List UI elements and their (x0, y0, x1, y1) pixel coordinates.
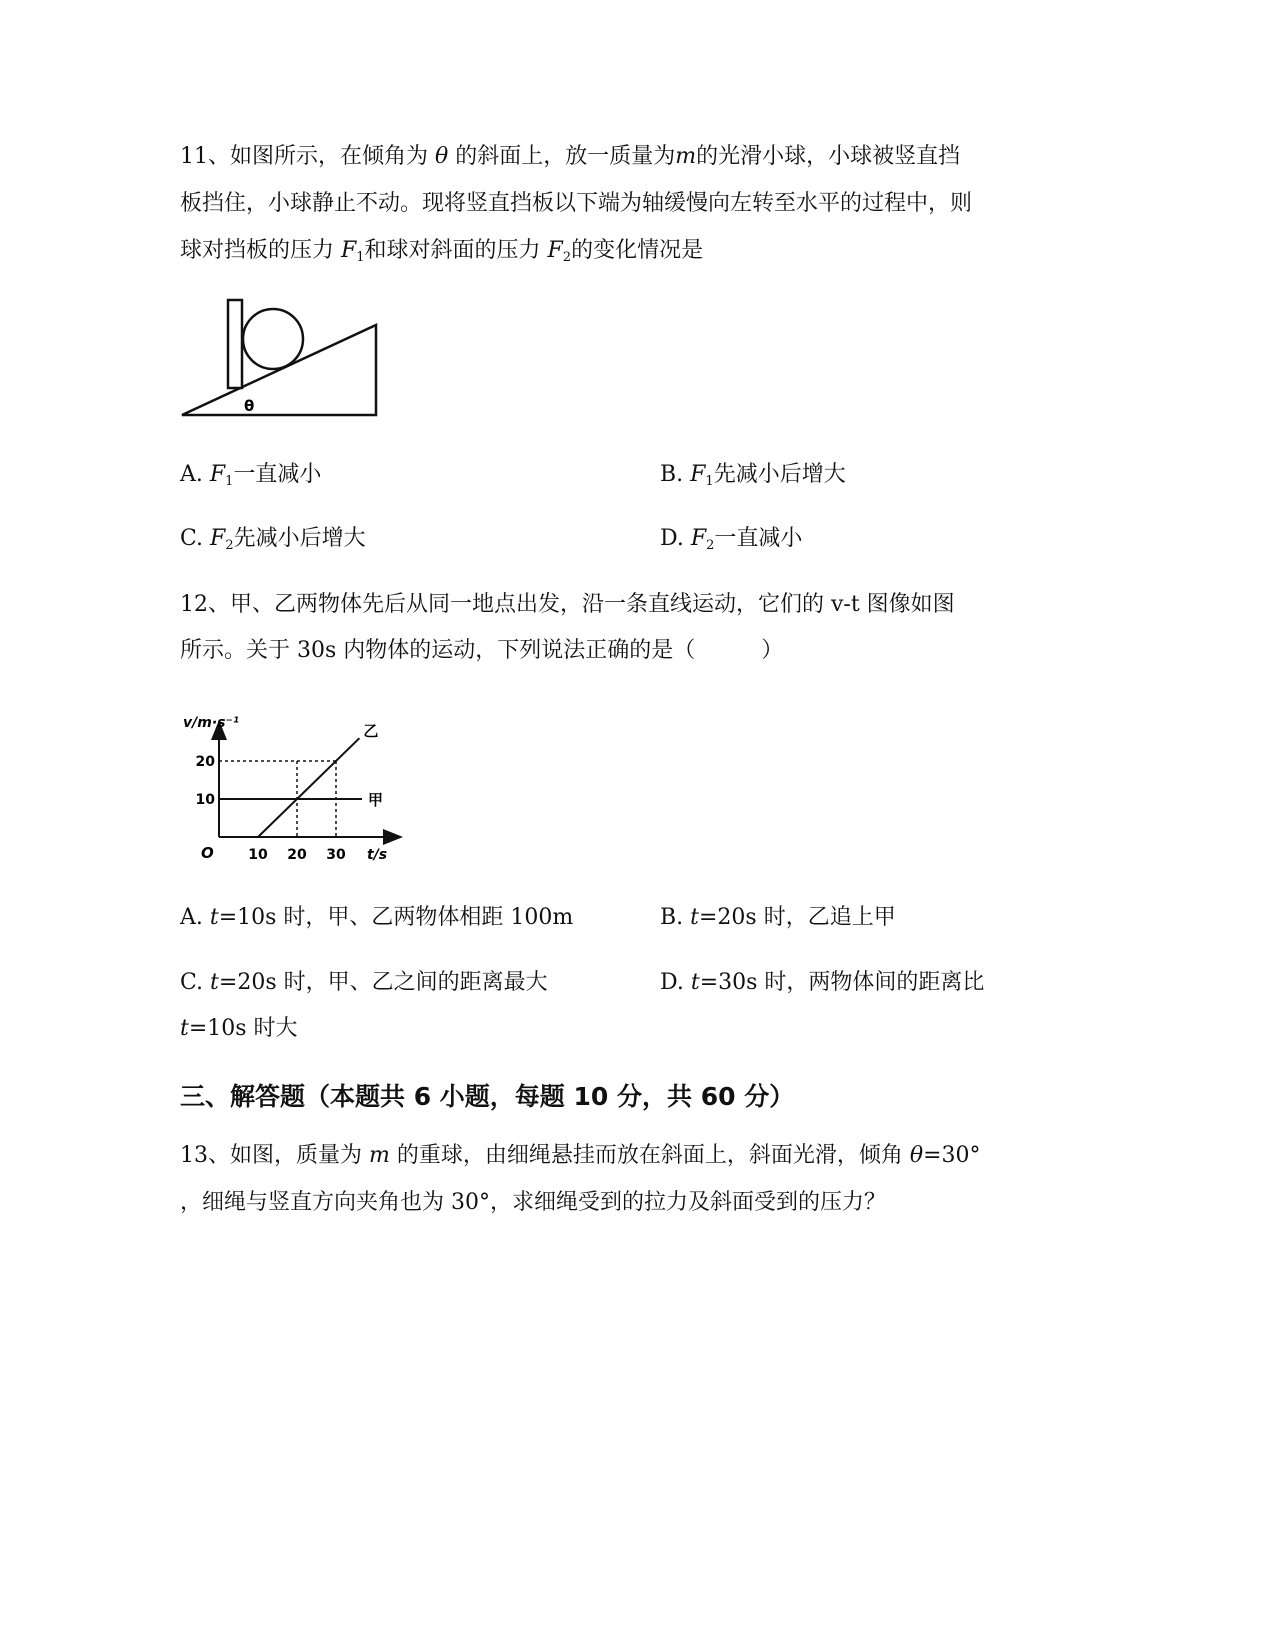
force-symbol: F (210, 526, 226, 551)
q12-option-a[interactable] (180, 903, 573, 933)
y-tick-label: 10 (195, 792, 215, 808)
q13-line-2: ，细绳与竖直方向夹角也为 30°，求细绳受到的拉力及斜面受到的压力？ (180, 1190, 886, 1215)
force-subscript: 1 (356, 250, 365, 265)
option-text: 先减小后增大 (713, 462, 846, 487)
q13-line-1 (180, 1141, 981, 1171)
y-axis-label: v/m·s⁻¹ (183, 715, 239, 731)
force-subscript: 2 (225, 538, 234, 553)
time-symbol: t (210, 970, 219, 995)
option-prefix: D. (660, 526, 691, 551)
option-text: 一直减小 (233, 462, 322, 487)
q12-option-c[interactable] (180, 968, 548, 998)
q12-option-d-continuation (180, 1014, 298, 1044)
q11-line-1 (180, 142, 960, 172)
option-text: =20s 时，甲、乙之间的距离最大 (218, 970, 548, 995)
q11-text: 的斜面上，放一质量为 (448, 144, 676, 169)
option-text: 一直减小 (714, 526, 803, 551)
series-jia-label: 甲 (368, 791, 384, 809)
time-symbol: t (180, 1016, 189, 1041)
time-symbol: t (690, 905, 699, 930)
q11-text: 球对挡板的压力 (180, 238, 341, 263)
force-subscript: 2 (562, 250, 572, 265)
q11-line-3 (180, 236, 703, 273)
q11-line-2: 板挡住，小球静止不动。现将竖直挡板以下端为轴缓慢向左转至水平的过程中，则 (180, 191, 973, 216)
option-text: =10s 时，甲、乙两物体相距 100m (218, 905, 574, 930)
force-subscript: 1 (225, 474, 234, 489)
q13-text: 的重球，由细绳悬挂而放在斜面上，斜面光滑，倾角 (389, 1143, 910, 1168)
vertical-board (228, 300, 242, 388)
q12-line-1: 12、甲、乙两物体先后从同一地点出发，沿一条直线运动，它们的 v-t 图像如图 (180, 592, 955, 617)
option-prefix: A. (180, 905, 210, 930)
q11-option-c[interactable] (180, 524, 366, 561)
q12-line-2: 所示。关于 30s 内物体的运动，下列说法正确的是（ ） (180, 638, 784, 663)
q11-option-a[interactable] (180, 460, 321, 497)
option-text: =10s 时大 (188, 1016, 298, 1041)
force-subscript: 2 (706, 538, 715, 553)
q12-option-b[interactable] (660, 903, 896, 933)
series-yi-line (258, 738, 359, 837)
option-prefix: B. (660, 462, 691, 487)
series-yi-label: 乙 (363, 722, 379, 741)
theta-symbol: θ (909, 1143, 924, 1168)
y-tick-label: 20 (195, 754, 215, 770)
force-symbol: F (209, 462, 226, 487)
option-text: 先减小后增大 (233, 526, 366, 551)
option-prefix: B. (660, 905, 691, 930)
option-text: =30s 时，两物体间的距离比 (699, 970, 985, 995)
origin-label: O (201, 844, 214, 862)
q13-text: =30° (923, 1143, 981, 1168)
force-symbol: F (690, 462, 706, 487)
section-three-title: 三、解答题（本题共 6 小题，每题 10 分，共 60 分） (180, 1082, 795, 1111)
x-tick-label: 30 (326, 847, 346, 863)
q11-option-b[interactable] (660, 460, 846, 497)
q11-incline-figure (170, 292, 390, 422)
force-symbol: F (547, 238, 563, 263)
x-axis-label: t/s (367, 847, 388, 863)
time-symbol: t (209, 905, 219, 930)
q11-option-d[interactable] (660, 524, 802, 561)
x-tick-label: 10 (248, 847, 268, 863)
incline-angle-label: θ (244, 397, 255, 415)
theta-symbol: θ (435, 144, 449, 169)
option-text: =20s 时，乙追上甲 (699, 905, 896, 930)
ball (243, 309, 303, 369)
force-symbol: F (341, 238, 357, 263)
option-prefix: C. (180, 970, 211, 995)
mass-symbol: m (369, 1143, 390, 1168)
q13-text: 13、如图，质量为 (180, 1143, 369, 1168)
option-prefix: C. (180, 526, 211, 551)
option-prefix: D. (660, 970, 691, 995)
q11-text: 的变化情况是 (571, 238, 704, 263)
force-subscript: 1 (705, 474, 714, 489)
mass-symbol: m (675, 144, 697, 169)
q11-text: 和球对斜面的压力 (364, 238, 548, 263)
time-symbol: t (690, 970, 700, 995)
q11-text: 11、如图所示，在倾角为 (180, 144, 435, 169)
option-prefix: A. (180, 462, 210, 487)
vt-chart (175, 700, 415, 870)
q12-option-d[interactable] (660, 968, 984, 998)
force-symbol: F (690, 526, 707, 551)
q11-text: 的光滑小球，小球被竖直挡 (696, 144, 961, 169)
x-tick-label: 20 (287, 847, 307, 863)
